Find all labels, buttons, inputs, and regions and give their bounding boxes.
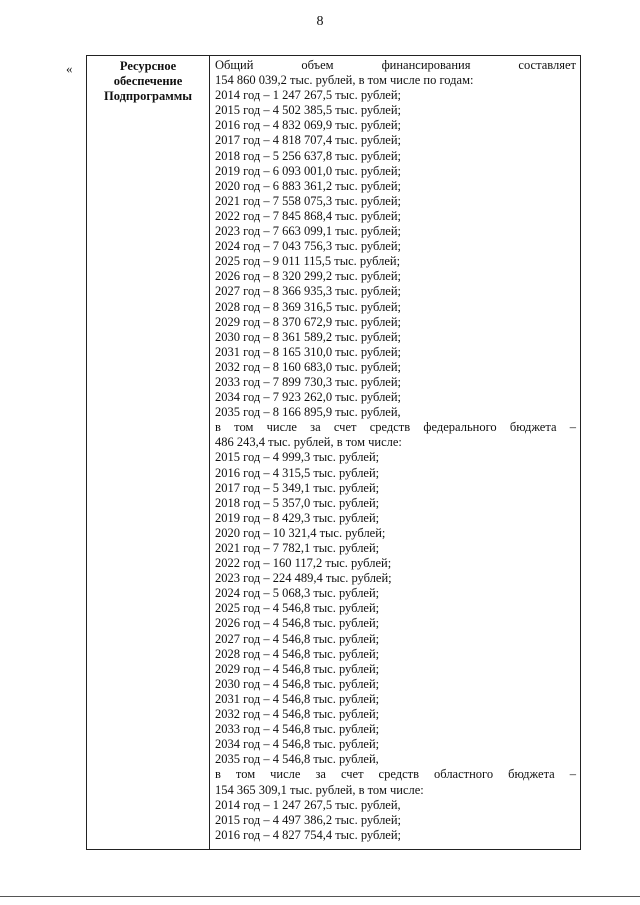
year-line: 2023 год – 7 663 099,1 тыс. рублей; <box>215 224 402 239</box>
regional-funding-amount: 154 365 309,1 тыс. рублей, в том числе: <box>215 782 424 797</box>
year-line: 2022 год – 160 117,2 тыс. рублей; <box>215 556 392 571</box>
label-line: обеспечение <box>113 74 183 88</box>
year-line: 2031 год – 4 546,8 тыс. рублей; <box>215 691 380 706</box>
label-cell <box>87 56 210 850</box>
year-line: 2034 год – 7 923 262,0 тыс. рублей; <box>215 390 402 405</box>
year-line: 2033 год – 7 899 730,3 тыс. рублей; <box>215 374 402 389</box>
year-line: 2016 год – 4 827 754,4 тыс. рублей; <box>215 827 402 842</box>
year-line: 2027 год – 8 366 935,3 тыс. рублей; <box>215 284 402 299</box>
year-line: 2015 год – 4 502 385,5 тыс. рублей; <box>215 103 402 118</box>
year-line: 2030 год – 4 546,8 тыс. рублей; <box>215 676 380 691</box>
year-line: 2018 год – 5 357,0 тыс. рублей; <box>215 495 380 510</box>
year-line: 2017 год – 5 349,1 тыс. рублей; <box>215 480 380 495</box>
year-line: 2020 год – 6 883 361,2 тыс. рублей; <box>215 178 402 193</box>
year-line: 2019 год – 8 429,3 тыс. рублей; <box>215 510 380 525</box>
label-line: Ресурсное <box>119 59 177 73</box>
year-line: 2022 год – 7 845 868,4 тыс. рублей; <box>215 208 402 223</box>
total-funding-amount: 154 860 039,2 тыс. рублей, в том числе по годам: <box>215 73 474 88</box>
total-funding-line: Общий объем финансирования составляет <box>215 58 576 72</box>
year-line: 2021 год – 7 782,1 тыс. рублей; <box>215 541 380 555</box>
year-line: 2026 год – 4 546,8 тыс. рублей; <box>215 616 380 631</box>
year-line: 2024 год – 7 043 756,3 тыс. рублей; <box>215 239 402 254</box>
label-line: Подпрограммы <box>103 89 192 103</box>
year-line: 2018 год – 5 256 637,8 тыс. рублей; <box>215 148 402 163</box>
year-line: 2026 год – 8 320 299,2 тыс. рублей; <box>215 269 402 284</box>
year-line: 2016 год – 4 315,5 тыс. рублей; <box>215 465 380 480</box>
year-line: 2027 год – 4 546,8 тыс. рублей; <box>215 631 380 646</box>
table-row <box>87 56 581 850</box>
year-line: 2017 год – 4 818 707,4 тыс. рублей; <box>215 133 402 148</box>
page-number: 8 <box>316 14 324 29</box>
year-line: 2034 год – 4 546,8 тыс. рублей; <box>215 737 380 752</box>
year-line: 2014 год – 1 247 267,5 тыс. рублей; <box>215 88 402 103</box>
year-line: 2032 год – 8 160 683,0 тыс. рублей; <box>215 359 402 374</box>
year-line: 2015 год – 4 999,3 тыс. рублей; <box>215 450 380 465</box>
year-line: 2035 год – 8 166 895,9 тыс. рублей, <box>215 405 401 420</box>
year-line: 2024 год – 5 068,3 тыс. рублей; <box>215 586 380 601</box>
year-line: 2020 год – 10 321,4 тыс. рублей; <box>215 525 386 540</box>
year-line: 2021 год – 7 558 075,3 тыс. рублей; <box>215 193 402 208</box>
federal-funding-amount: 486 243,4 тыс. рублей, в том числе: <box>215 435 402 450</box>
year-line: 2030 год – 8 361 589,2 тыс. рублей; <box>215 329 402 344</box>
year-line: 2029 год – 8 370 672,9 тыс. рублей; <box>215 314 402 329</box>
total-by-year-list <box>215 88 576 420</box>
year-line: 2015 год – 4 497 386,2 тыс. рублей; <box>215 812 402 827</box>
opening-quote-mark: « <box>66 61 73 76</box>
federal-by-year-list <box>215 450 576 767</box>
year-line: 2025 год – 9 011 115,5 тыс. рублей; <box>215 254 401 269</box>
year-line: 2029 год – 4 546,8 тыс. рублей; <box>215 661 380 676</box>
year-line: 2014 год – 1 247 267,5 тыс. рублей, <box>215 797 401 812</box>
year-line: 2025 год – 4 546,8 тыс. рублей; <box>215 601 380 616</box>
year-line: 2031 год – 8 165 310,0 тыс. рублей; <box>215 344 402 359</box>
year-line: 2032 год – 4 546,8 тыс. рублей; <box>215 707 380 722</box>
bottom-rule <box>0 896 640 897</box>
year-line: 2023 год – 224 489,4 тыс. рублей; <box>215 571 392 586</box>
federal-funding-line: в том числе за счет средств федерального бюджета – <box>215 420 576 435</box>
section-label <box>87 56 209 104</box>
regional-by-year-list <box>215 798 576 843</box>
year-line: 2028 год – 4 546,8 тыс. рублей; <box>215 646 380 661</box>
year-line: 2016 год – 4 832 069,9 тыс. рублей; <box>215 118 402 133</box>
year-line: 2028 год – 8 369 316,5 тыс. рублей; <box>215 299 402 314</box>
year-line: 2033 год – 4 546,8 тыс. рублей; <box>215 722 380 737</box>
content-cell <box>210 56 581 850</box>
year-line: 2035 год – 4 546,8 тыс. рублей, <box>215 752 379 767</box>
resource-provision-table <box>86 55 581 850</box>
regional-funding-line: в том числе за счет средств областного бюджета – <box>215 767 576 782</box>
year-line: 2019 год – 6 093 001,0 тыс. рублей; <box>215 163 402 178</box>
